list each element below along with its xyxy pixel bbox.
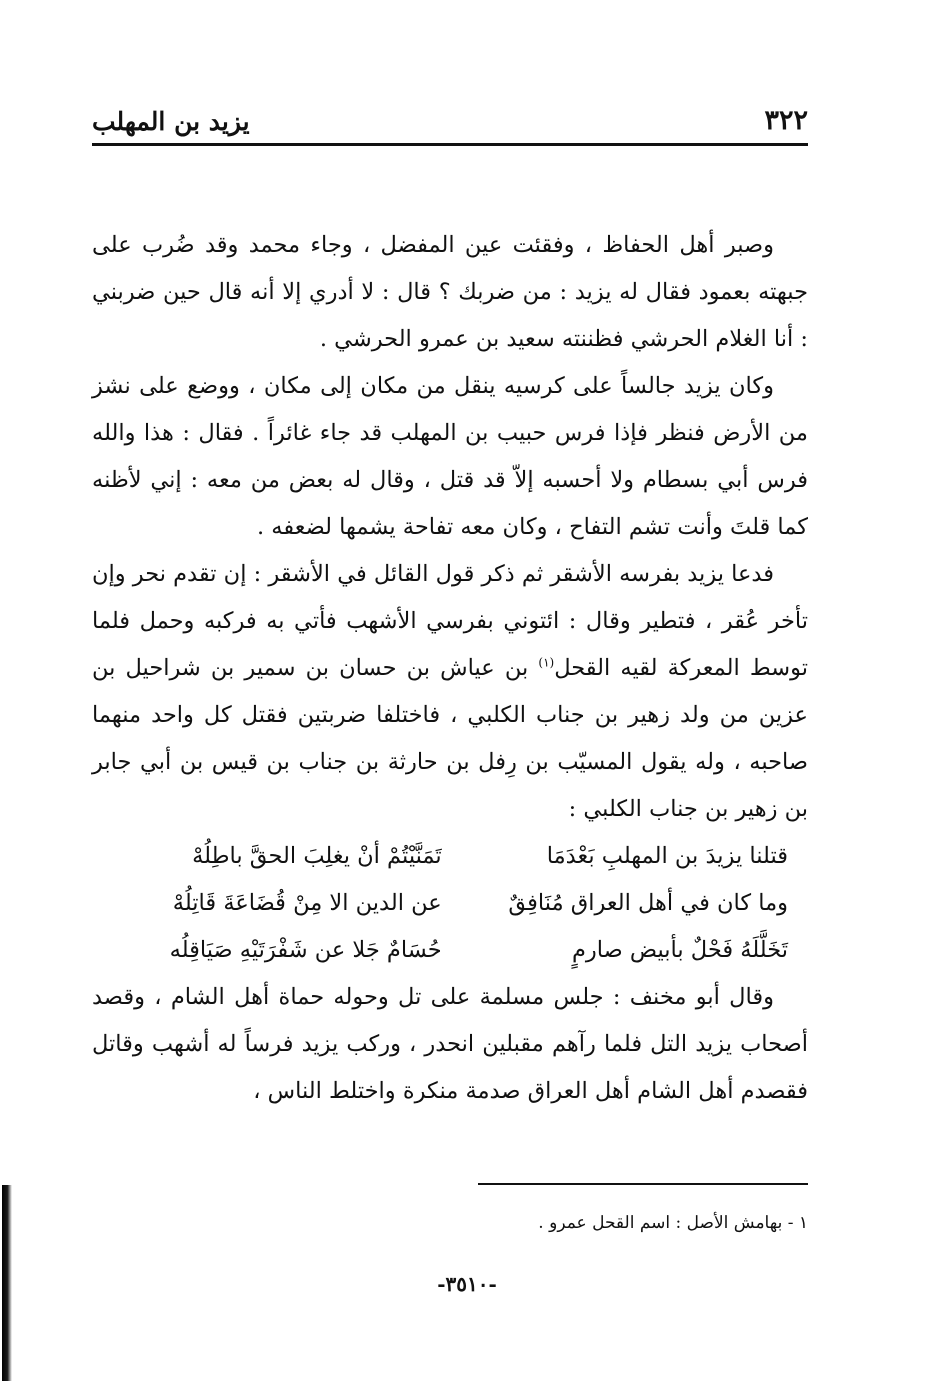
verse-first-half: قتلنا يزيدَ بن المهلبِ بَعْدَمَا: [546, 843, 788, 869]
paragraph-3-text: فدعا يزيد بفرسه الأشقر ثم ذكر قول القائل في الأشقر : إن تقدم نحر وإن تأخر عُقر ، فتطير وقال : ائتوني بفرسي الأشهب فأتي به فركبه وحمل فلما توسط المعركة لقيه القحل: [91, 561, 808, 681]
poem-verse: [122, 880, 788, 927]
footnote-reference: (١): [538, 655, 555, 670]
poem-verse: [122, 833, 788, 880]
verse-second-half: حُسَامٌ جَلا عن شَفْرَتَيْهِ صَيَاقِلُه: [169, 937, 442, 963]
footnote: ١ - بهامش الأصل : اسم القحل عمرو .: [538, 1213, 808, 1233]
binding-shadow: [2, 1185, 12, 1381]
main-text: [92, 222, 808, 1115]
header-rule: [92, 143, 808, 146]
paragraph-1: وصبر أهل الحفاظ ، وفقئت عين المفضل ، وجاء محمد وقد ضُرب على جبهته بعمود فقال له يزيد : من ضربك ؟ قال : لا أدري إلا أنه قال حين ضربني : أنا الغلام الحرشي فظننته سعيد بن عمرو الحرشي .: [92, 232, 808, 352]
paragraph-4: وقال أبو مخنف : جلس مسلمة على تل وحوله حماة أهل الشام ، وقصد أصحاب يزيد التل فلما رآهم مقبلين انحدر ، وركب يزيد فرساً له أشهب وقاتل فقصدم أهل الشام أهل العراق صدمة منكرة واختلط الناس ،: [92, 984, 808, 1104]
paragraph-3: [92, 551, 808, 833]
page-number: ٣٢٢: [764, 105, 808, 136]
verse-first-half: تَخَلَّلَهُ فَحْلٌ بأبيض صارمٍ: [571, 937, 788, 963]
verse-second-half: عن الدين الا مِنْ قُضَاعَةَ قَاتِلُهْ: [172, 890, 442, 916]
paragraph-3-continuation: بن عياش بن حسان بن سمير بن شراحيل بن عزين من ولد زهير بن جناب الكلبي ، فاختلفا ضربتين فقتل كل واحد منهما صاحبه ، وله يقول المسيّب بن رِفل بن حارثة بن جناب بن قيس بن أبي جابر بن زهير بن جناب الكلبي :: [92, 655, 808, 822]
verse-second-half: تَمَنَّيْتُمْ أنْ يغلِبَ الحقَّ باطِلُهْ: [192, 843, 442, 869]
verse-first-half: وما كان في أهل العراق مُنَافِقٌ: [508, 890, 788, 916]
folio-number: -٣٥١٠-: [437, 1272, 497, 1296]
running-title: يزيد بن المهلب: [92, 107, 250, 136]
poem: [92, 833, 808, 974]
paragraph-2: وكان يزيد جالساً على كرسيه ينقل من مكان إلى مكان ، ووضع على نشز من الأرض فنظر فإذا فرس حبيب بن المهلب قد جاء غائراً . فقال : هذا والله فرس أبي بسطام ولا أحسبه إلاّ قد قتل ، وقال له بعض من معه : إني لأظنه كما قلتَ وأنت تشم التفاح ، وكان معه تفاحة يشمها لضعفه .: [92, 373, 808, 540]
footnote-rule: [478, 1183, 808, 1185]
page-header: [92, 96, 808, 136]
poem-verse: [122, 927, 788, 974]
